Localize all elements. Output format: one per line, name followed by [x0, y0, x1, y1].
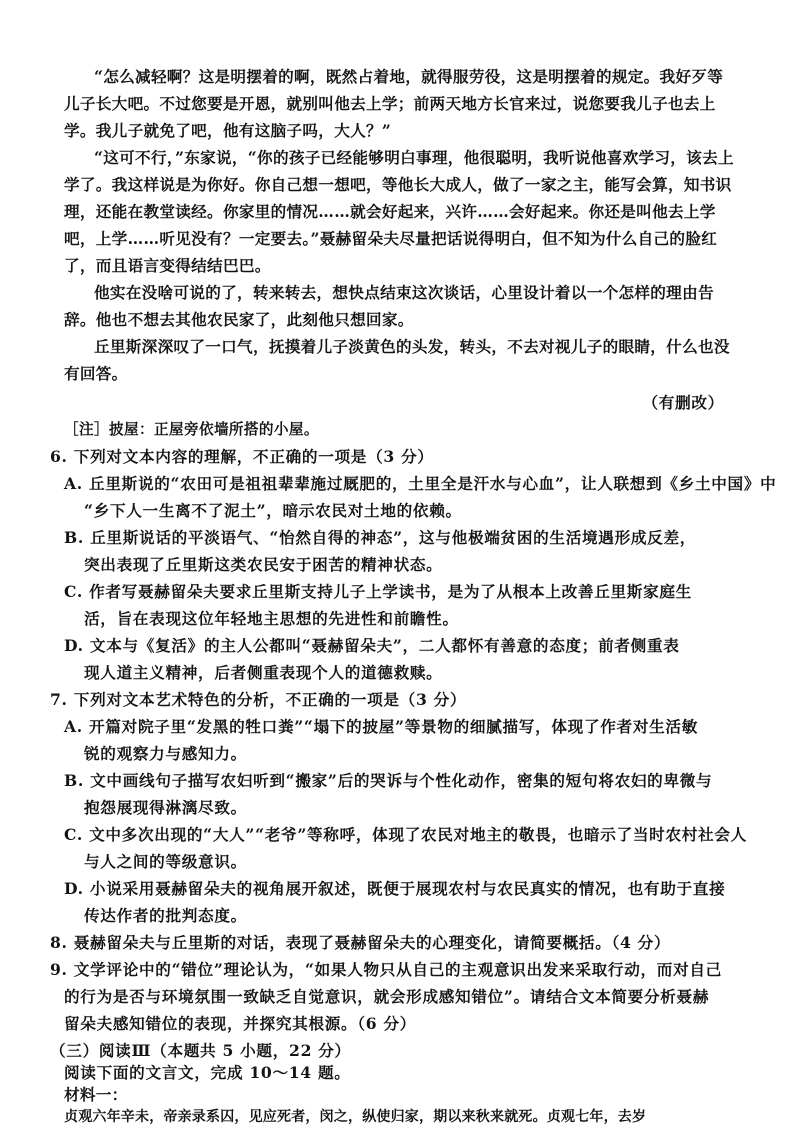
passage-note: ［注］披屋：正屋旁依墙所搭的小屋。	[64, 421, 319, 438]
passage-source: （有删改）	[642, 393, 724, 412]
question-9-cont: 留朵夫感知错位的表现，并探究其根源。（6 分）	[64, 1014, 417, 1033]
passage-line: 学了。我这样说是为你好。你自己想一想吧，等他长大成人，做了一家之主，能写会算，知书识	[64, 175, 732, 194]
q6-option-d: D. 文本与《复活》的主人公都叫“聂赫留朵夫”，二人都怀有善意的态度；前者侧重表	[64, 636, 680, 655]
section-3-instruction: 阅读下面的文言文，完成 10～14 题。	[64, 1063, 351, 1082]
question-7-stem: 7. 下列对文本艺术特色的分析，不正确的一项是（3 分）	[50, 690, 467, 709]
q7-option-c-cont: 与人之间的等级意识。	[84, 852, 247, 871]
passage-line: 理，还能在教堂读经。你家里的情况……就会好起来，兴许……会好起来。你还是叫他去上学	[64, 202, 716, 221]
q7-option-a: A. 开篇对院子里“发黑的牲口粪”“塌下的披屋”等景物的细腻描写，体现了作者对生活敏	[64, 717, 699, 736]
q6-option-c: C. 作者写聂赫留朵夫要求丘里斯支持儿子上学读书，是为了从根本上改善丘里斯家庭生	[64, 582, 692, 601]
passage-line: 有回答。	[64, 364, 128, 383]
passage-line: 吧，上学……听见没有？一定要去。”聂赫留朵夫尽量把话说得明白，但不知为什么自己的脸红	[64, 229, 718, 248]
question-6-stem: 6. 下列对文本内容的理解，不正确的一项是（3 分）	[50, 447, 434, 466]
q6-option-b-cont: 突出表现了丘里斯这类农民安于困苦的精神状态。	[84, 555, 443, 574]
material-1-text: 贞观六年辛未，帝亲录系囚，见应死者，闵之，纵使归家，期以来秋来就死。贞观七年，去岁	[64, 1109, 647, 1125]
passage-line: 他实在没啥可说的了，转来转去，想快点结束这次谈话，心里设计着以一个怎样的理由告	[94, 283, 714, 302]
q7-option-c: C. 文中多次出现的“大人”“老爷”等称呼，体现了农民对地主的敬畏，也暗示了当时农村社会人	[64, 825, 747, 844]
passage-line: 了，而且语言变得结结巴巴。	[64, 256, 271, 275]
q6-option-c-cont: 活，旨在表现这位年轻地主思想的先进性和前瞻性。	[84, 609, 459, 628]
q6-option-b: B. 丘里斯说话的平淡语气、“怡然自得的神态”，这与他极端贫困的生活境遇形成反差，	[64, 528, 697, 547]
q6-option-a: A. 丘里斯说的“农田可是祖祖辈辈施过厩肥的，土里全是汗水与心血”，让人联想到《乡土中国》中	[64, 474, 777, 493]
passage-line: 学。我儿子就免了吧，他有这脑子吗，大人？”	[64, 121, 392, 140]
material-1-label: 材料一：	[64, 1085, 128, 1104]
question-9-cont: 的行为是否与环境氛围一致缺乏自觉意识，就会形成感知错位”。请结合文本简要分析聂赫	[64, 987, 710, 1006]
passage-line: 辞。他也不想去其他农民家了，此刻他只想回家。	[64, 310, 414, 329]
section-3-title: （三）阅读Ⅲ（本题共 5 小题，22 分）	[50, 1041, 351, 1060]
q7-option-a-cont: 锐的观察力与感知力。	[84, 744, 247, 763]
passage-line: “这可不行，”东家说，“你的孩子已经能够明白事理，他很聪明，我听说他喜欢学习，该去上	[94, 148, 734, 167]
passage-line: 儿子长大吧。不过您要是开恩，就别叫他去上学；前两天地方长官来过，说您要我儿子也去上	[64, 94, 716, 113]
q7-option-d-cont: 传达作者的批判态度。	[84, 906, 247, 925]
q6-option-d-cont: 现人道主义精神，后者侧重表现个人的道德救赎。	[84, 663, 443, 682]
q6-option-a-cont: “乡下人一生离不了泥土”，暗示农民对土地的依赖。	[84, 501, 462, 520]
q7-option-b-cont: 抱怨展现得淋漓尽致。	[84, 798, 247, 817]
question-8: 8. 聂赫留朵夫与丘里斯的对话，表现了聂赫留朵夫的心理变化，请简要概括。（4 分）	[50, 933, 671, 952]
q7-option-d: D. 小说采用聂赫留朵夫的视角展开叙述，既便于展现农村与农民真实的情况，也有助于直接	[64, 879, 726, 898]
question-9: 9. 文学评论中的“错位”理论认为，“如果人物只从自己的主观意识出发来采取行动，而对自己	[50, 960, 722, 979]
passage-line: “怎么减轻啊？这是明摆着的啊，既然占着地，就得服劳役，这是明摆着的规定。我好歹等	[94, 67, 724, 86]
passage-line: 丘里斯深深叹了一口气，抚摸着儿子淡黄色的头发，转头，不去对视儿子的眼睛，什么也没	[94, 337, 730, 356]
q7-option-b: B. 文中画线句子描写农妇听到“搬家”后的哭诉与个性化动作，密集的短句将农妇的卑微与	[64, 771, 713, 790]
